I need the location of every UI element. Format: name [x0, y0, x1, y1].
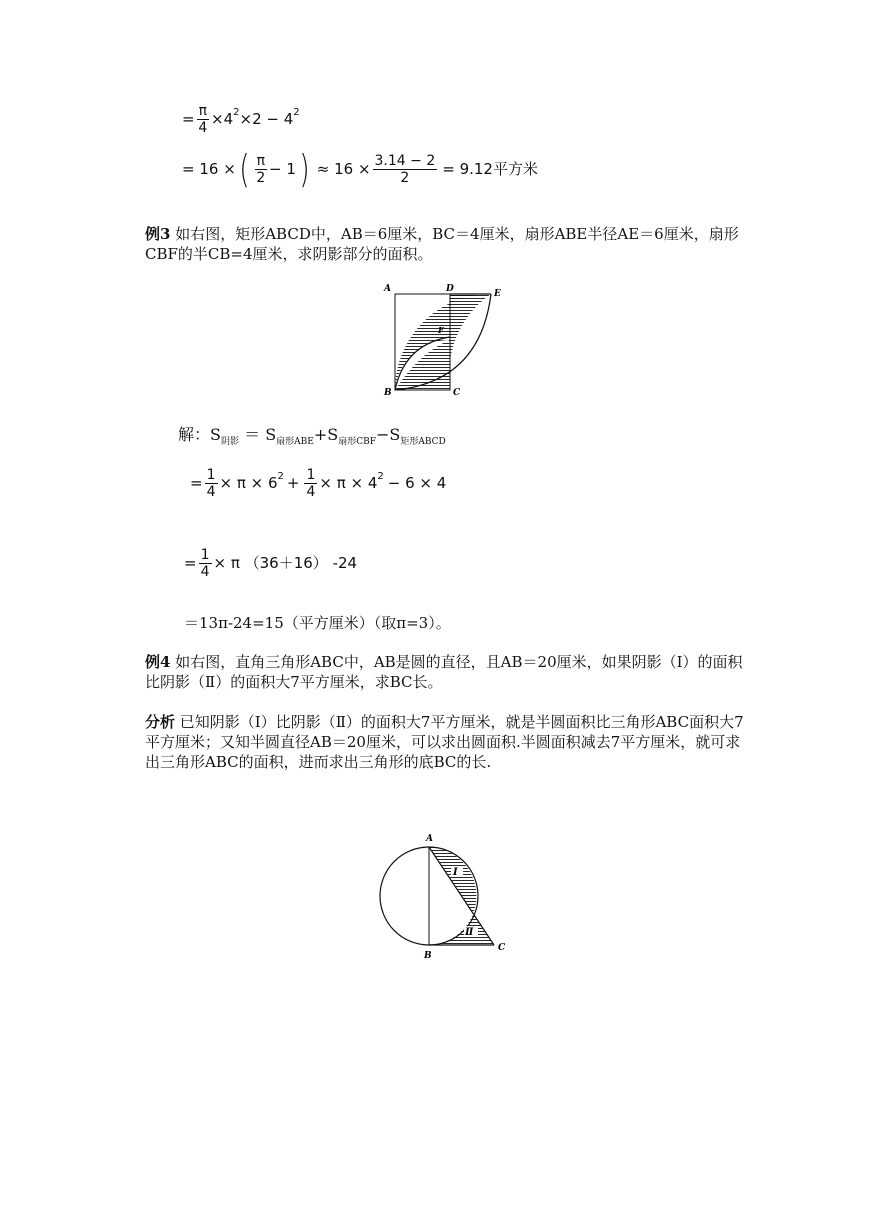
paren-close: )	[299, 147, 310, 191]
example-3-paragraph	[145, 224, 745, 264]
analysis-text: 已知阴影（Ⅰ）比阴影（Ⅱ）的面积大7平方厘米，就是半圆面积比三角形ABC面积大7平方厘米；又知半圆直径AB＝20厘米，可以求出圆面积.半圆面积减去7平方厘米，就可求出三角形ABC的面积，进而求出三角形的底BC的长.	[145, 713, 744, 771]
formula-line-1	[182, 104, 300, 135]
numerator: π	[256, 152, 266, 169]
numerator: 1	[306, 467, 316, 483]
fraction	[304, 468, 317, 499]
fraction	[373, 154, 438, 185]
numerator: 1	[206, 467, 216, 483]
denominator: 4	[306, 484, 316, 500]
term: × π × 6	[219, 474, 278, 492]
solution-3-step-3: ＝13π-24=15（平方厘米）（取π=3）。	[184, 614, 451, 632]
label-c: C	[453, 388, 461, 398]
label-region-i: Ⅰ	[453, 867, 458, 878]
denominator: 2	[400, 169, 410, 186]
fraction	[255, 154, 267, 185]
solution-3-step-2	[184, 548, 357, 579]
equals-sign: =	[182, 110, 195, 128]
example-text: 如右图，直角三角形ABC中，AB是圆的直径，且AB＝20厘米，如果阴影（Ⅰ）的面积比阴影（Ⅱ）的面积大7平方厘米，求BC长。	[145, 653, 743, 691]
example-label: 例3	[145, 225, 171, 243]
term: S	[389, 425, 401, 444]
label-region-ii: Ⅱ	[465, 927, 474, 938]
example-4-paragraph	[145, 652, 745, 692]
term: − 6 × 4	[387, 474, 447, 492]
exponent: 2	[233, 106, 240, 118]
term: ×2 − 4	[239, 110, 294, 128]
term: − 1	[269, 159, 296, 178]
solution-3-header	[178, 422, 446, 445]
plus-sign: +	[313, 425, 328, 444]
exponent: 2	[293, 106, 300, 118]
term: S	[210, 425, 221, 444]
solution-3-step-1	[190, 468, 446, 499]
label-e: E	[494, 289, 501, 299]
term: S	[265, 425, 277, 444]
label-f: F	[438, 325, 444, 335]
label-a: A	[426, 834, 433, 844]
term: ≈ 16 ×	[316, 159, 371, 178]
equals-sign: ＝	[244, 425, 261, 444]
label-b: B	[384, 388, 392, 398]
numerator: π	[198, 103, 208, 119]
label-a: A	[384, 284, 391, 294]
exponent: 2	[277, 470, 284, 482]
formula-line-2	[182, 147, 538, 191]
minus-sign: −	[375, 425, 390, 444]
subscript: 扇形ABE	[276, 437, 314, 447]
term: = 16 ×	[182, 159, 236, 178]
equals-sign: =	[184, 554, 197, 572]
exponent: 2	[377, 470, 384, 482]
term: ×4	[211, 110, 234, 128]
example-label: 例4	[145, 653, 171, 671]
analysis-paragraph	[145, 712, 745, 772]
example-text: 如右图，矩形ABCD中，AB＝6厘米，BC＝4厘米，扇形ABE半径AE＝6厘米，扇形CBF的半CB=4厘米，求阴影部分的面积。	[145, 225, 739, 263]
term: × π （36＋16） -24	[213, 554, 358, 572]
numerator: 1	[200, 547, 210, 563]
fraction	[199, 548, 212, 579]
denominator: 4	[200, 564, 210, 580]
term: × π × 4	[319, 474, 378, 492]
solution-lead: 解：	[178, 425, 211, 444]
subscript: 矩形ABCD	[400, 437, 446, 447]
equals-sign: =	[190, 474, 203, 492]
plus-sign: +	[286, 474, 300, 492]
denominator: 2	[256, 169, 266, 186]
fraction	[197, 104, 209, 135]
label-c: C	[498, 943, 506, 953]
label-b: B	[424, 951, 432, 960]
paren-open: (	[238, 147, 250, 191]
subscript: 扇形CBF	[338, 437, 376, 447]
fraction	[205, 468, 218, 499]
result: = 9.12平方米	[442, 159, 538, 178]
label-d: D	[446, 284, 454, 294]
rectangle-sector-figure	[380, 282, 505, 400]
circle-triangle-figure	[370, 828, 515, 960]
denominator: 4	[198, 120, 208, 136]
analysis-label: 分析	[145, 713, 176, 731]
denominator: 4	[206, 484, 216, 500]
subscript: 阴影	[220, 437, 239, 447]
term: S	[327, 425, 339, 444]
numerator: 3.14 − 2	[374, 152, 436, 169]
